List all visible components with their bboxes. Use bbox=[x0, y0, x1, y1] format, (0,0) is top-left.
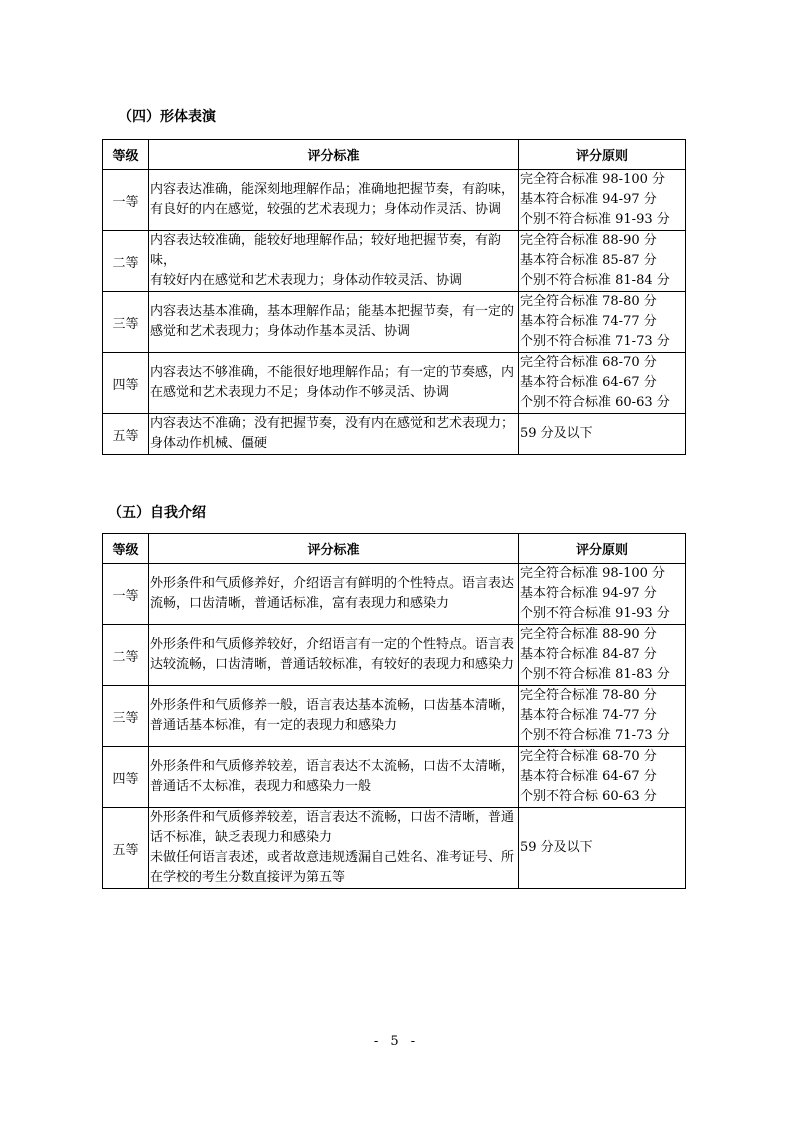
principle-line: 基本符合标准 64-67 分 bbox=[520, 769, 657, 784]
principle-line: 个别不符合标准 91-93 分 bbox=[520, 212, 670, 227]
grade-cell: 三等 bbox=[103, 686, 149, 747]
grade-cell: 三等 bbox=[103, 292, 149, 353]
criteria-line: 内容表达不准确；没有把握节奏，没有内在感觉和艺术表现力； bbox=[150, 416, 515, 431]
principle-line: 完全符合标准 68-70 分 bbox=[520, 749, 657, 764]
criteria-line: 外形条件和气质修养较差，语言表达不流畅，口齿不清晰，普通 bbox=[150, 810, 515, 825]
criteria-line: 外形条件和气质修养较好，介绍语言有一定的个性特点。语言表 bbox=[150, 637, 515, 652]
header-criteria: 评分标准 bbox=[149, 534, 519, 564]
principle-line: 基本符合标准 74-77 分 bbox=[520, 314, 657, 329]
principle-line: 基本符合标准 64-67 分 bbox=[520, 375, 657, 390]
criteria-line: 内容表达不够准确，不能很好地理解作品；有一定的节奏感，内 bbox=[150, 365, 515, 380]
criteria-line: 普通话不太标准，表现力和感染力一般 bbox=[150, 779, 372, 794]
header-grade: 等级 bbox=[103, 534, 149, 564]
criteria-line: 内容表达准确，能深刻地理解作品；准确地把握节奏，有韵味， bbox=[150, 182, 515, 197]
table-header-row bbox=[103, 140, 686, 170]
principle-cell bbox=[519, 625, 686, 686]
principle-cell bbox=[519, 353, 686, 414]
grade-cell: 五等 bbox=[103, 808, 149, 889]
principle-line: 59 分及以下 bbox=[520, 840, 593, 855]
section-title-body-performance: （四）形体表演 bbox=[118, 109, 216, 125]
principle-cell bbox=[519, 170, 686, 231]
table-row bbox=[103, 747, 686, 808]
criteria-line: 内容表达较准确，能较好地理解作品；较好地把握节奏，有韵味， bbox=[150, 233, 502, 268]
header-principle: 评分原则 bbox=[519, 534, 686, 564]
criteria-cell bbox=[149, 292, 519, 353]
table-row bbox=[103, 625, 686, 686]
criteria-cell bbox=[149, 686, 519, 747]
criteria-line: 在感觉和艺术表现力不足；身体动作不够灵活、协调 bbox=[150, 385, 450, 400]
criteria-line: 达较流畅，口齿清晰，普通话较标准，有较好的表现力和感染力 bbox=[150, 657, 515, 672]
table-row bbox=[103, 292, 686, 353]
principle-line: 完全符合标准 98-100 分 bbox=[520, 566, 666, 581]
grade-cell: 五等 bbox=[103, 414, 149, 455]
criteria-line: 身体动作机械、僵硬 bbox=[150, 436, 268, 451]
principle-line: 个别不符合标准 91-93 分 bbox=[520, 606, 670, 621]
table-row bbox=[103, 170, 686, 231]
principle-line: 完全符合标准 78-80 分 bbox=[520, 294, 657, 309]
principle-line: 个别不符合标准 60-63 分 bbox=[520, 395, 670, 410]
principle-line: 完全符合标准 78-80 分 bbox=[520, 688, 657, 703]
principle-line: 基本符合标准 94-97 分 bbox=[520, 192, 657, 207]
criteria-cell bbox=[149, 625, 519, 686]
scoring-table-self-introduction bbox=[102, 533, 686, 889]
criteria-line: 外形条件和气质修养较差，语言表达不太流畅，口齿不太清晰， bbox=[150, 759, 515, 774]
principle-line: 个别不符合标准 81-84 分 bbox=[520, 273, 670, 288]
grade-cell: 一等 bbox=[103, 170, 149, 231]
criteria-cell bbox=[149, 353, 519, 414]
principle-cell bbox=[519, 564, 686, 625]
principle-cell bbox=[519, 686, 686, 747]
principle-cell bbox=[519, 231, 686, 292]
grade-cell: 二等 bbox=[103, 625, 149, 686]
criteria-line: 外形条件和气质修养好，介绍语言有鲜明的个性特点。语言表达 bbox=[150, 576, 515, 591]
grade-cell: 二等 bbox=[103, 231, 149, 292]
scoring-table-body-performance bbox=[102, 139, 686, 455]
principle-line: 完全符合标准 88-90 分 bbox=[520, 233, 657, 248]
principle-line: 个别不符合标准 81-83 分 bbox=[520, 667, 670, 682]
criteria-line: 感觉和艺术表现力；身体动作基本灵活、协调 bbox=[150, 324, 411, 339]
criteria-line: 内容表达基本准确，基本理解作品；能基本把握节奏，有一定的 bbox=[150, 304, 515, 319]
grade-cell: 一等 bbox=[103, 564, 149, 625]
principle-line: 基本符合标准 84-87 分 bbox=[520, 647, 657, 662]
table-row bbox=[103, 353, 686, 414]
section-title-self-introduction: （五）自我介绍 bbox=[108, 505, 206, 521]
criteria-line: 有较好内在感觉和艺术表现力；身体动作较灵活、协调 bbox=[150, 273, 463, 288]
criteria-cell bbox=[149, 231, 519, 292]
principle-line: 完全符合标准 98-100 分 bbox=[520, 172, 666, 187]
criteria-cell bbox=[149, 808, 519, 889]
principle-line: 完全符合标准 68-70 分 bbox=[520, 355, 657, 370]
principle-line: 基本符合标准 94-97 分 bbox=[520, 586, 657, 601]
principle-line: 59 分及以下 bbox=[520, 426, 593, 441]
grade-cell: 四等 bbox=[103, 353, 149, 414]
principle-cell bbox=[519, 292, 686, 353]
table-row bbox=[103, 686, 686, 747]
header-criteria: 评分标准 bbox=[149, 140, 519, 170]
criteria-cell bbox=[149, 170, 519, 231]
criteria-line: 外形条件和气质修养一般，语言表达基本流畅，口齿基本清晰， bbox=[150, 698, 515, 713]
grade-cell: 四等 bbox=[103, 747, 149, 808]
criteria-line: 普通话基本标准，有一定的表现力和感染力 bbox=[150, 718, 398, 733]
principle-cell bbox=[519, 747, 686, 808]
criteria-line: 在学校的考生分数直接评为第五等 bbox=[150, 870, 346, 885]
principle-cell bbox=[519, 414, 686, 455]
principle-line: 基本符合标准 74-77 分 bbox=[520, 708, 657, 723]
principle-line: 个别不符合标 60-63 分 bbox=[520, 789, 657, 804]
principle-line: 基本符合标准 85-87 分 bbox=[520, 253, 657, 268]
principle-line: 完全符合标准 88-90 分 bbox=[520, 627, 657, 642]
table-row bbox=[103, 564, 686, 625]
criteria-cell bbox=[149, 564, 519, 625]
table-row bbox=[103, 231, 686, 292]
criteria-line: 未做任何语言表述，或者故意违规透漏自己姓名、准考证号、所 bbox=[150, 850, 515, 865]
criteria-line: 有良好的内在感觉，较强的艺术表现力；身体动作灵活、协调 bbox=[150, 202, 502, 217]
header-grade: 等级 bbox=[103, 140, 149, 170]
page-number: - 5 - bbox=[373, 1034, 420, 1049]
principle-line: 个别不符合标准 71-73 分 bbox=[520, 728, 670, 743]
header-principle: 评分原则 bbox=[519, 140, 686, 170]
table-header-row bbox=[103, 534, 686, 564]
criteria-cell bbox=[149, 414, 519, 455]
table-row bbox=[103, 414, 686, 455]
criteria-line: 流畅，口齿清晰，普通话标准，富有表现力和感染力 bbox=[150, 596, 450, 611]
table-row bbox=[103, 808, 686, 889]
principle-cell bbox=[519, 808, 686, 889]
principle-line: 个别不符合标准 71-73 分 bbox=[520, 334, 670, 349]
criteria-cell bbox=[149, 747, 519, 808]
criteria-line: 话不标准，缺乏表现力和感染力 bbox=[150, 830, 333, 845]
